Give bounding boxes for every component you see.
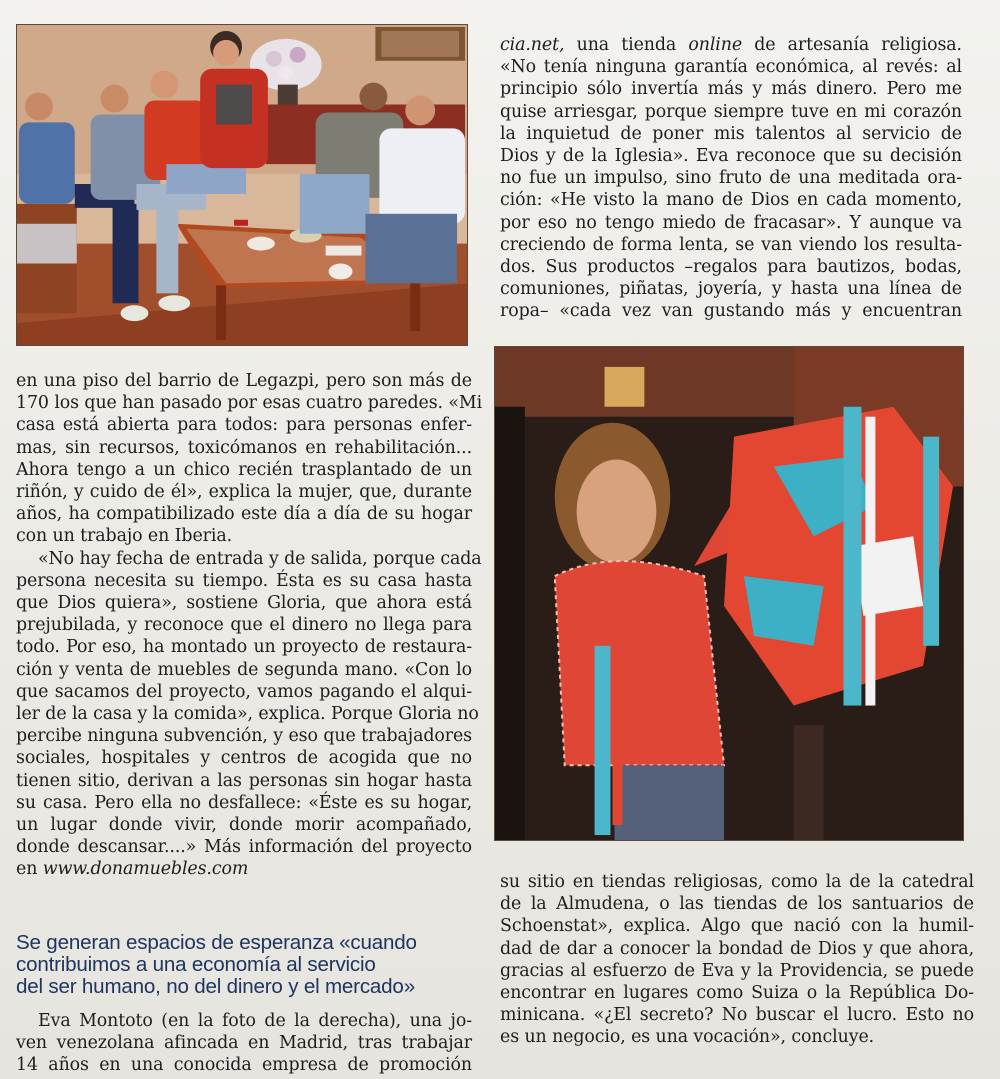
text-line: quise arriesgar, porque siempre tuve en mi corazón <box>500 101 962 122</box>
text-line: en una piso del barrio de Legazpi, pero son más de <box>16 371 472 391</box>
text-line: cia.net, una tienda online de artesanía religiosa. <box>500 35 962 55</box>
subheadline-line: Se generan espacios de esperanza «cuando <box>16 931 417 954</box>
subheadline-line: del ser humano, no del dinero y el mercado» <box>16 975 415 998</box>
text-line: encontrar en lugares como Suiza o la República Do- <box>500 983 974 1004</box>
group-photo <box>16 24 468 346</box>
pinata-photo-illustration <box>495 347 963 840</box>
text-line: su sitio en tiendas religiosas, como la de la catedral <box>500 872 974 892</box>
pinata-photo <box>494 346 964 841</box>
project-url[interactable]: www.donamuebles.com <box>42 859 249 880</box>
text-line: casa está abierta para todos: para personas enfer- <box>16 415 472 436</box>
text-line: por eso no tengo miedo de fracasar». Y aunque va <box>500 212 962 233</box>
text-line: de la Almudena, o las tiendas de los santuarios de <box>500 894 974 915</box>
subheadline-line: contribuimos a una economía al servicio <box>16 953 376 976</box>
group-photo-illustration <box>17 25 467 345</box>
text-line: Ahora tengo a un chico recién trasplantado de un <box>16 459 472 480</box>
text-line: sociales, hospitales y centros de acogida que no <box>16 748 472 769</box>
text-line: persona necesita su tiempo. Ésta es su casa hasta <box>16 570 472 591</box>
text-line: dos. Sus productos –regalos para bautizos, bodas, <box>500 257 962 278</box>
text-line: años, ha compatibilizado este día a día de su hogar <box>16 504 472 525</box>
text-line: 14 años en una conocida empresa de promoción <box>16 1055 472 1076</box>
text-line: principio sólo invertía más y más dinero. Pero me <box>500 79 962 100</box>
text-line: Dios y de la Iglesia». Eva reconoce que su decisión <box>500 146 962 167</box>
text-line: percibe ninguna subvención, y eso que trabajadores <box>16 726 472 747</box>
text-line: riñón, y cuido de él», explica la mujer, que, durante <box>16 482 472 503</box>
text-line: con un trabajo en Iberia. <box>16 526 233 547</box>
text-line: es un negocio, es una vocación», concluye. <box>500 1027 875 1048</box>
text-line: la inquietud de poner mis talentos al servicio de <box>500 123 962 144</box>
text-line: ción y venta de muebles de segunda mano. «Con lo <box>16 659 472 680</box>
text-line: en www.donamuebles.com <box>16 859 249 880</box>
text-line: que Dios quiera», sostiene Gloria, que ahora está <box>16 593 472 614</box>
text-line: ler de la casa y la comida», explica. Porque Gloria no <box>16 704 479 725</box>
text-line: comuniones, piñatas, joyería, y hasta una línea de <box>500 279 962 300</box>
text-line: «No hay fecha de entrada y de salida, porque cada <box>38 548 482 569</box>
text-line: todo. Por eso, ha montado un proyecto de restaura- <box>16 637 472 658</box>
text-line: ven venezolana afincada en Madrid, tras trabajar <box>16 1033 472 1054</box>
text-line: prejubilada, y reconoce que el dinero no llega para <box>16 615 472 636</box>
text-line: 170 los que han pasado por esas cuatro paredes. «Mi <box>16 393 483 414</box>
text-line: tienen sitio, derivan a las personas sin hogar hasta <box>16 770 472 791</box>
text-line: Schoenstat», explica. Algo que nació con la humil- <box>500 916 974 937</box>
subheadline <box>16 932 476 998</box>
text-line: ropa– «cada vez van gustando más y encuentran <box>500 301 962 322</box>
text-line: dad de dar a conocer la bondad de Dios y que ahora, <box>500 938 974 959</box>
text-line: «No tenía ninguna garantía económica, al revés: al <box>500 57 962 78</box>
text-line: minicana. «¿El secreto? No buscar el lucro. Esto no <box>500 1005 974 1026</box>
left-column-text <box>16 370 483 881</box>
text-line: mas, sin recursos, toxicómanos en rehabilitación... <box>16 437 472 458</box>
right-column-bottom-text <box>500 871 974 1049</box>
text-line: ción: «He visto la mano de Dios en cada momento, <box>500 190 962 211</box>
text-line: un lugar donde vivir, donde morir acompañado, <box>16 815 472 836</box>
text-line: Eva Montoto (en la foto de la derecha), una jo- <box>38 1011 472 1031</box>
text-line: no fue un impulso, sino fruto de una meditada ora- <box>500 168 962 189</box>
text-line: donde descansar....» Más información del proyecto <box>16 837 472 858</box>
text-line: su casa. Pero ella no desfallece: «Éste es su hogar, <box>16 792 472 813</box>
text-line: gracias al esfuerzo de Eva y la Providencia, se puede <box>500 960 974 981</box>
left-column-section-two <box>16 1010 472 1077</box>
text-line: que sacamos del proyecto, vamos pagando el alqui- <box>16 681 472 702</box>
right-column-top-text <box>500 34 962 323</box>
text-line: creciendo de forma lenta, se van viendo los resulta- <box>500 234 962 255</box>
